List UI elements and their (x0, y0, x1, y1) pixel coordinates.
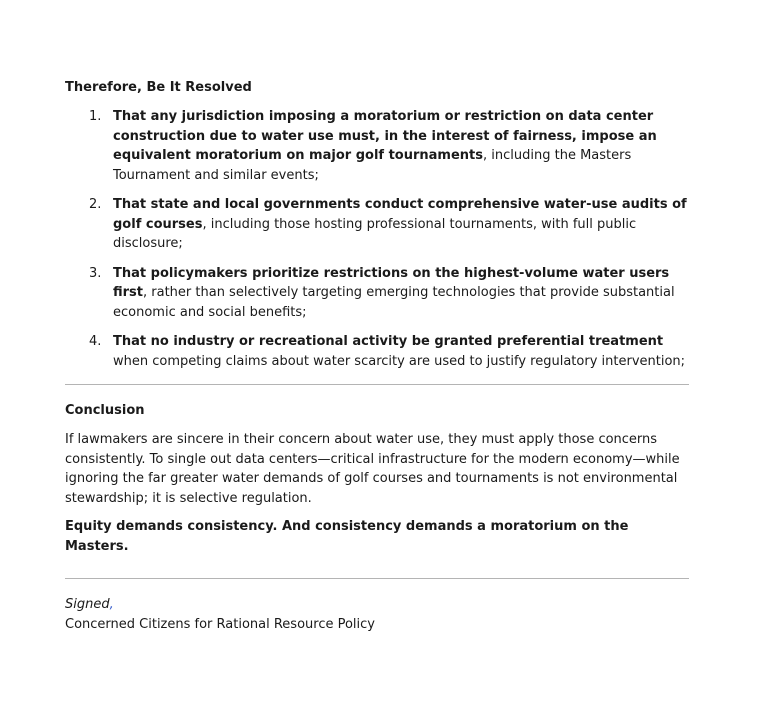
resolution-item (65, 332, 689, 371)
conclusion-paragraph: If lawmakers are sincere in their concern about water use, they must apply those concerns consistently. To single out data centers—critical infrastructure for the modern economy—while ignoring the far greater water demands of golf courses and tournaments is not environmental stewardship; it is selective regulation. (65, 432, 680, 506)
signature-label (65, 595, 689, 615)
resolution-item (65, 107, 689, 185)
section-divider (65, 384, 689, 385)
resolution-text: when competing claims about water scarcity are used to justify regulatory intervention; (113, 353, 686, 369)
conclusion-closing: Equity demands consistency. And consistency demands a moratorium on the Masters. (65, 519, 629, 554)
resolution-number: 3. (89, 265, 102, 281)
resolution-number: 4. (89, 334, 102, 349)
signature-name: Concerned Citizens for Rational Resource Policy (65, 616, 375, 632)
conclusion-heading: Conclusion (65, 403, 145, 418)
resolutions-list (65, 107, 689, 371)
resolution-number: 2. (89, 197, 102, 212)
resolution-text: , including the Masters Tournament and similar events; (113, 148, 632, 183)
resolution-text: , rather than selectively targeting emerging technologies that provide substantial economic and social benefits; (113, 285, 675, 320)
resolution-bold-text: That any jurisdiction imposing a moratorium or restriction on data center construction due to water use must, in the interest of fairness, impose an equivalent moratorium on major golf tournaments (113, 109, 657, 163)
resolution-text: , including those hosting professional tournaments, with full public disclosure; (113, 216, 637, 251)
resolution-number: 1. (89, 109, 102, 124)
resolution-bold-text: That state and local governments conduct comprehensive water-use audits of golf courses (113, 197, 687, 232)
resolution-bold-text: That policymakers prioritize restrictions on the highest-volume water users first (113, 265, 670, 300)
resolution-item (65, 264, 689, 323)
resolution-item (65, 195, 689, 254)
text-cursor-mark: , (109, 597, 114, 612)
section-divider (65, 578, 689, 579)
signature-label-text: Signed (65, 597, 110, 612)
resolved-heading: Therefore, Be It Resolved (65, 80, 252, 95)
resolution-bold-text: That no industry or recreational activity be granted preferential treatment (113, 334, 664, 349)
document-page (65, 78, 689, 634)
